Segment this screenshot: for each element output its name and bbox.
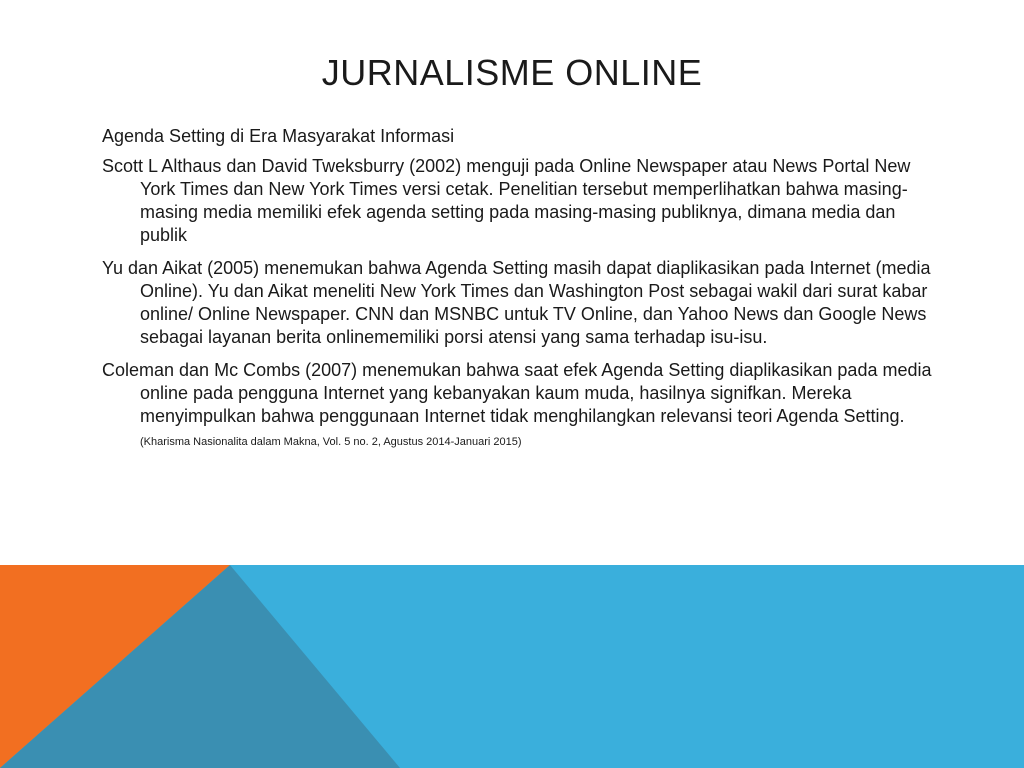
paragraph-yu-aikat [102, 257, 932, 349]
slide-title: JURNALISME ONLINE [321, 52, 703, 93]
paragraph-yu-aikat-text: Yu dan Aikat (2005) menemukan bahwa Agenda Setting masih dapat diaplikasikan pada Internet (media Online). Yu dan Aikat meneliti New York Times dan Washington Post sebagai wakil dari surat kabar online/ Online Newspaper. CNN dan MSNBC untuk TV Online, dan Yahoo News dan Google News sebagai layanan berita onlinememiliki porsi atensi yang sama terhadap isu-isu. [102, 258, 931, 347]
paragraph-coleman-text: Coleman dan Mc Combs (2007) menemukan bahwa saat efek Agenda Setting diaplikasikan pada media online pada pengguna Internet yang kebanyakan kaum muda, hasilnya signifkan. Mereka menyimpulkan bahwa penggunaan Internet tidak menghilangkan relevansi teori Agenda Setting. [102, 360, 932, 426]
decorative-footer-shapes [0, 565, 1024, 768]
paragraph-althaus-text: Scott L Althaus dan David Tweksburry (2002) menguji pada Online Newspaper atau News Portal New York Times dan New York Times versi cetak. Penelitian tersebut memperlihatkan bahwa masing-masing media memiliki efek agenda setting pada masing-masing publiknya, dimana media dan publik [102, 156, 911, 245]
citation: (Kharisma Nasionalita dalam Makna, Vol. 5 no. 2, Agustus 2014-Januari 2015) [140, 436, 522, 448]
slide-content [102, 126, 932, 464]
subheading: Agenda Setting di Era Masyarakat Informasi [102, 126, 455, 146]
paragraph-althaus [102, 155, 932, 247]
paragraph-coleman [102, 359, 932, 454]
